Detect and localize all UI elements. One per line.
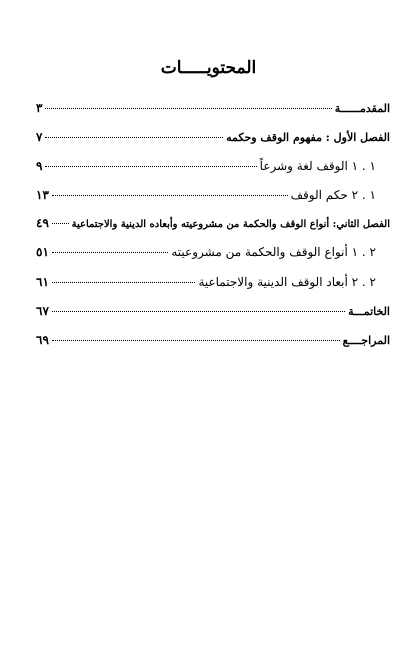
toc-entry-chapter-1 (36, 127, 390, 147)
dot-leader (52, 223, 69, 224)
toc-entry-conclusion (36, 301, 390, 321)
dot-leader (52, 282, 196, 283)
toc-page-number: ٥١ (36, 245, 49, 259)
toc-entry-label: الخاتمـــة (348, 305, 390, 318)
toc-entry-label: ١ . ١ الوقف لغة وشرعاً (259, 159, 376, 173)
toc-entry-section-2-2 (36, 272, 390, 292)
toc-page-number: ٩ (36, 159, 43, 173)
toc-entry-label: ٢ . ٢ أبعاد الوقف الدينية والاجتماعية (198, 275, 376, 289)
toc-entry-section-1-2 (36, 185, 390, 205)
toc-entry-label: المراجــــع (342, 334, 390, 347)
dot-leader (45, 108, 331, 109)
dot-leader (52, 252, 168, 253)
toc-entry-label: ٢ . ١ أنواع الوقف والحكمة من مشروعيته (171, 245, 376, 259)
toc-entry-section-1-1 (36, 156, 390, 176)
toc-page-number: ٦٧ (36, 304, 49, 318)
dot-leader (45, 166, 256, 167)
toc-entry-chapter-2 (36, 213, 390, 233)
toc-page-number: ١٣ (36, 188, 49, 202)
dot-leader (45, 137, 223, 138)
toc-entry-label: ١ . ٢ حكم الوقف (290, 188, 376, 202)
toc-page-number: ٦٩ (36, 333, 49, 347)
toc-title: المحتويـــــات (160, 58, 257, 78)
toc-entry-introduction (36, 98, 390, 118)
dot-leader (52, 340, 340, 341)
toc-entry-label: الفصل الأول : مفهوم الوقف وحكمه (226, 131, 390, 144)
toc-page-number: ٦١ (36, 275, 49, 289)
dot-leader (52, 311, 345, 312)
toc-entry-label: الفصل الثاني: أنواع الوقف والحكمة من مشروعيته وأبعاده الدينية والاجتماعية (71, 219, 390, 230)
toc-page-number: ٧ (36, 130, 43, 144)
toc-page-number: ٤٩ (36, 216, 49, 230)
dot-leader (52, 195, 288, 196)
toc-entry-references (36, 330, 390, 350)
toc-entry-section-2-1 (36, 242, 390, 262)
toc-entry-label: المقدمــــــة (334, 102, 390, 115)
toc-page-number: ٣ (36, 101, 43, 115)
